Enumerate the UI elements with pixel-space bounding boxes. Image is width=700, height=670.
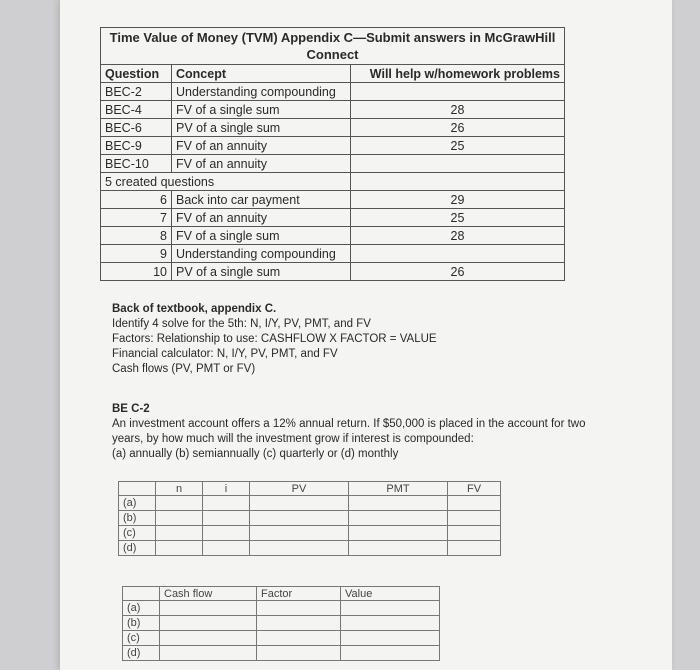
column-i: i (203, 482, 250, 496)
grid-row: (b) (123, 616, 440, 631)
table-row: 8 FV of a single sum 28 (101, 227, 565, 245)
grid-row: (d) (123, 646, 440, 661)
notes-line: Factors: Relationship to use: CASHFLOW X FACTOR = VALUE (112, 333, 437, 345)
question-header: Question (101, 65, 172, 83)
table-row: BEC-2 Understanding compounding (101, 83, 565, 101)
table-row: 10 PV of a single sum 26 (101, 263, 565, 281)
notes-block (112, 302, 437, 377)
help-header: Will help w/homework problems (351, 65, 565, 83)
problem-line: years, by how much will the investment grow if interest is compounded: (112, 433, 474, 445)
table-row: BEC-9 FV of an annuity 25 (101, 137, 565, 155)
column-pv: PV (250, 482, 349, 496)
table-row: BEC-6 PV of a single sum 26 (101, 119, 565, 137)
title-line-2: Connect (306, 47, 359, 62)
created-questions-label: 5 created questions (101, 173, 351, 191)
notes-line: Identify 4 solve for the 5th: N, I/Y, PV, PMT, and FV (112, 318, 371, 330)
column-cash-flow: Cash flow (160, 587, 257, 601)
grid-row: (c) (119, 526, 501, 541)
grid-row: (a) (119, 496, 501, 511)
notes-line: Cash flows (PV, PMT or FV) (112, 363, 256, 375)
problem-line: (a) annually (b) semiannually (c) quarterly or (d) monthly (112, 448, 399, 460)
column-value: Value (341, 587, 440, 601)
grid-row: (d) (119, 541, 501, 556)
concept-header: Concept (172, 65, 351, 83)
appendix-table (100, 27, 565, 281)
grid-row: (a) (123, 601, 440, 616)
grid-row: (b) (119, 511, 501, 526)
table-row: 9 Understanding compounding (101, 245, 565, 263)
notes-line: Financial calculator: N, I/Y, PV, PMT, and FV (112, 348, 338, 360)
cashflow-grid (122, 586, 440, 661)
column-pmt: PMT (349, 482, 448, 496)
column-factor: Factor (257, 587, 341, 601)
title-line-1: Time Value of Money (TVM) Appendix C—Submit answers in McGrawHill (109, 30, 556, 45)
table-row: 7 FV of an annuity 25 (101, 209, 565, 227)
problem-block (112, 402, 586, 462)
table-title (101, 28, 565, 65)
problem-heading: BE C-2 (112, 403, 150, 415)
column-n: n (156, 482, 203, 496)
table-row: BEC-4 FV of a single sum 28 (101, 101, 565, 119)
notes-heading: Back of textbook, appendix C. (112, 303, 277, 315)
problem-line: An investment account offers a 12% annual return. If $50,000 is placed in the account for two (112, 418, 586, 430)
column-fv: FV (448, 482, 501, 496)
table-row: 6 Back into car payment 29 (101, 191, 565, 209)
table-row: BEC-10 FV of an annuity (101, 155, 565, 173)
tvm-input-grid (118, 481, 501, 556)
grid-row: (c) (123, 631, 440, 646)
